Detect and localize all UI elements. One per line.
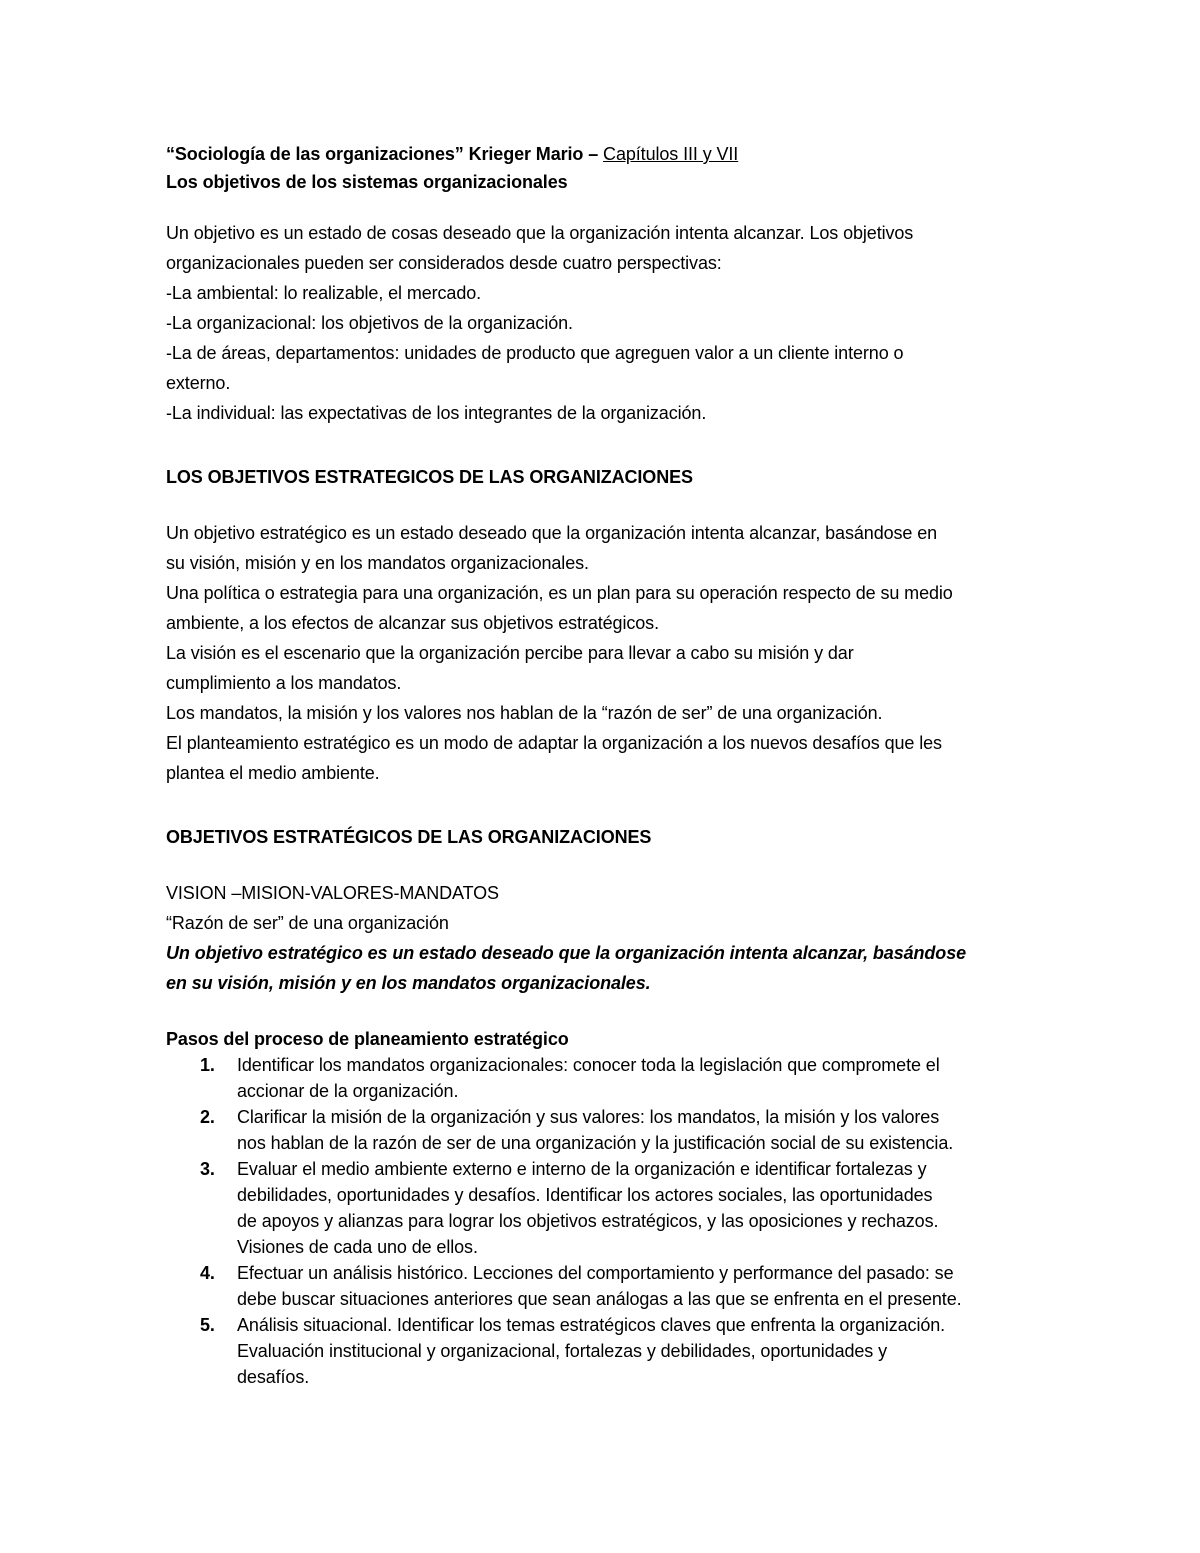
list-item xyxy=(166,1312,1046,1390)
emphasis-line: Un objetivo estratégico es un estado deseado que la organización intenta alcanzar, basándose xyxy=(166,943,967,963)
step-text-line: Evaluar el medio ambiente externo e interno de la organización e identificar fortalezas y xyxy=(237,1159,927,1179)
step-text-line: Efectuar un análisis histórico. Lecciones del comportamiento y performance del pasado: se xyxy=(237,1263,954,1283)
paragraph-line: plantea el medio ambiente. xyxy=(166,763,380,783)
title-dash: – xyxy=(583,144,604,164)
perspective-item: externo. xyxy=(166,373,231,393)
document-body xyxy=(166,140,1046,1390)
emphasis-line: en su visión, misión y en los mandatos organizacionales. xyxy=(166,973,651,993)
step-number: 3. xyxy=(200,1159,215,1179)
step-text-line: Visiones de cada uno de ellos. xyxy=(237,1237,478,1257)
section-heading: LOS OBJETIVOS ESTRATEGICOS DE LAS ORGANIZACIONES xyxy=(166,467,693,487)
paragraph-line: su visión, misión y en los mandatos organizacionales. xyxy=(166,553,589,573)
razon-de-ser-line: “Razón de ser” de una organización xyxy=(166,913,449,933)
paragraph-line: ambiente, a los efectos de alcanzar sus objetivos estratégicos. xyxy=(166,613,659,633)
paragraph-line: La visión es el escenario que la organización percibe para llevar a cabo su misión y dar xyxy=(166,643,854,663)
step-text-line: accionar de la organización. xyxy=(237,1081,459,1101)
step-number: 1. xyxy=(200,1055,215,1075)
list-item xyxy=(166,1156,1046,1260)
step-text-line: debilidades, oportunidades y desafíos. Identificar los actores sociales, las oportunidades xyxy=(237,1185,933,1205)
step-text-line: Clarificar la misión de la organización y sus valores: los mandatos, la misión y los valores xyxy=(237,1107,940,1127)
step-text-line: Análisis situacional. Identificar los temas estratégicos claves que enfrenta la organización. xyxy=(237,1315,946,1335)
list-item xyxy=(166,1104,1046,1156)
step-text-line: de apoyos y alianzas para lograr los objetivos estratégicos, y las oposiciones y rechazos. xyxy=(237,1211,939,1231)
list-item xyxy=(166,1052,1046,1104)
section-heading: OBJETIVOS ESTRATÉGICOS DE LAS ORGANIZACIONES xyxy=(166,827,652,847)
step-number: 2. xyxy=(200,1107,215,1127)
step-number: 4. xyxy=(200,1263,215,1283)
paragraph-line: cumplimiento a los mandatos. xyxy=(166,673,402,693)
title-chapters-link: Capítulos III y VII xyxy=(603,144,739,164)
document-title xyxy=(166,140,1046,168)
step-text-line: nos hablan de la razón de ser de una organización y la justificación social de su existencia. xyxy=(237,1133,954,1153)
step-text-line: debe buscar situaciones anteriores que sean análogas a las que se enfrenta en el presente. xyxy=(237,1289,962,1309)
section-heading: Pasos del proceso de planeamiento estratégico xyxy=(166,1029,569,1049)
title-text: “Sociología de las organizaciones” Krieger Mario xyxy=(166,144,584,164)
intro-paragraph-line: Un objetivo es un estado de cosas deseado que la organización intenta alcanzar. Los objetivos xyxy=(166,223,914,243)
paragraph-line: Una política o estrategia para una organización, es un plan para su operación respecto de su medio xyxy=(166,583,953,603)
planning-steps-list xyxy=(166,1052,1046,1390)
step-text-line: Identificar los mandatos organizacionales: conocer toda la legislación que compromete el xyxy=(237,1055,940,1075)
step-text-line: desafíos. xyxy=(237,1367,310,1387)
list-item xyxy=(166,1260,1046,1312)
perspective-item: -La ambiental: lo realizable, el mercado. xyxy=(166,283,482,303)
perspective-item: -La individual: las expectativas de los integrantes de la organización. xyxy=(166,403,707,423)
paragraph-line: Un objetivo estratégico es un estado deseado que la organización intenta alcanzar, basándose en xyxy=(166,523,938,543)
paragraph-line: Los mandatos, la misión y los valores nos hablan de la “razón de ser” de una organización. xyxy=(166,703,883,723)
step-text-line: Evaluación institucional y organizacional, fortalezas y debilidades, oportunidades y xyxy=(237,1341,887,1361)
perspective-item: -La de áreas, departamentos: unidades de producto que agreguen valor a un cliente interno o xyxy=(166,343,904,363)
step-number: 5. xyxy=(200,1315,215,1335)
document-subtitle: Los objetivos de los sistemas organizacionales xyxy=(166,172,568,192)
paragraph-line: El planteamiento estratégico es un modo de adaptar la organización a los nuevos desafíos que les xyxy=(166,733,942,753)
vision-mission-line: VISION –MISION-VALORES-MANDATOS xyxy=(166,883,499,903)
perspective-item: -La organizacional: los objetivos de la organización. xyxy=(166,313,573,333)
intro-paragraph-line: organizacionales pueden ser considerados desde cuatro perspectivas: xyxy=(166,253,722,273)
